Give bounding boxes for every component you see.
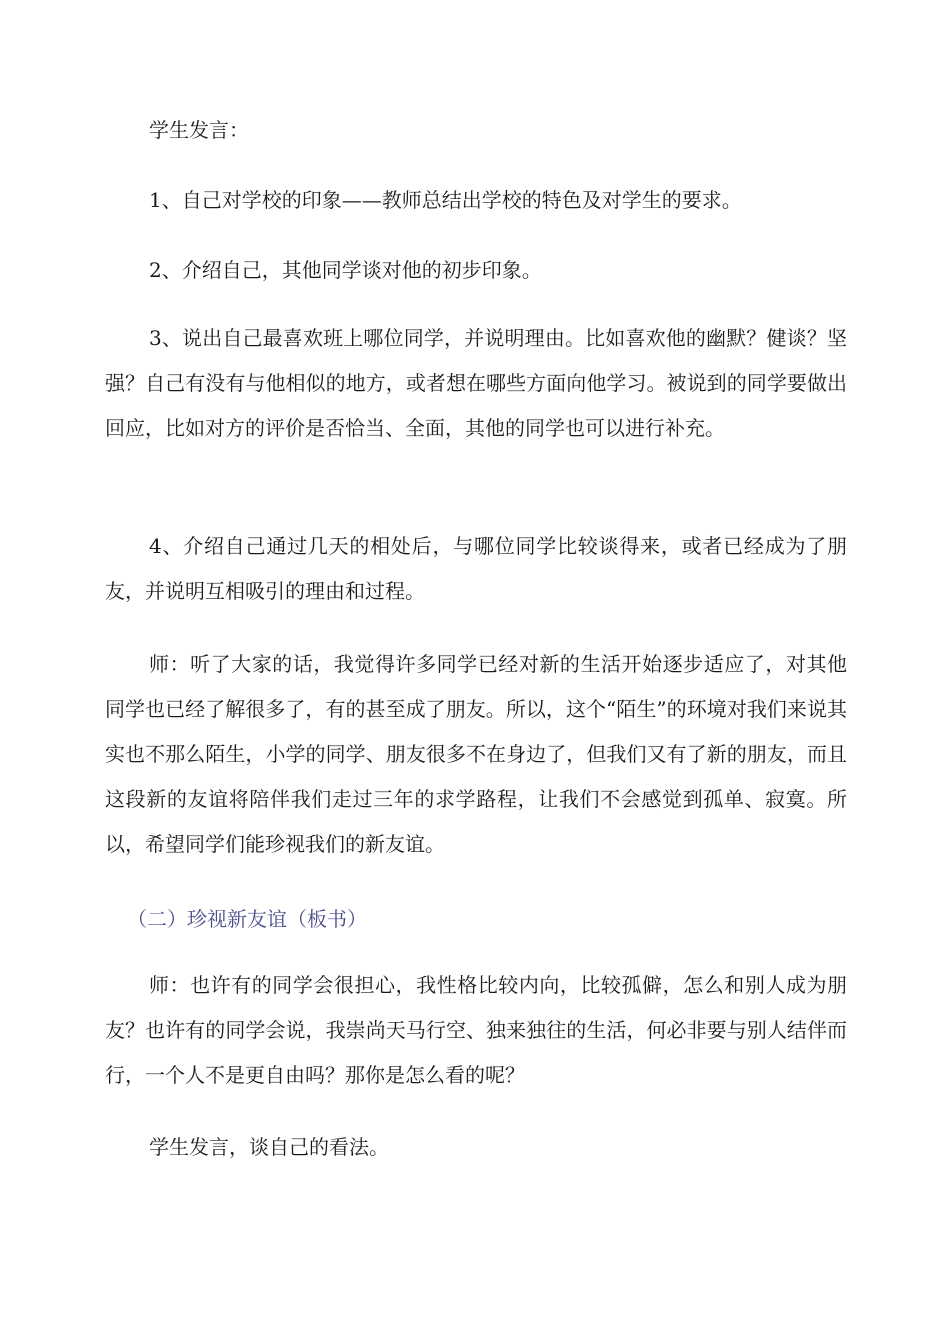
paragraph-item-2: 2、介绍自己，其他同学谈对他的初步印象。: [149, 258, 542, 282]
paragraph-teacher-remarks: 师：听了大家的话，我觉得许多同学已经对新的生活开始逐步适应了，对其他同学也已经了解很多了，有的甚至成了朋友。所以，这个“陌生”的环境对我们来说其实也不那么陌生，小学的同学、朋友很多不在身边了，但我们又有了新的朋友，而且这段新的友谊将陪伴我们走过三年的求学路程，让我们不会感觉到孤单、寂寞。所以，希望同学们能珍视我们的新友谊。: [105, 652, 847, 856]
paragraph-item-4: 4、介绍自己通过几天的相处后，与哪位同学比较谈得来，或者已经成为了朋友，并说明互相吸引的理由和过程。: [105, 534, 847, 603]
paragraph-student-speech-intro: 学生发言：: [149, 118, 249, 142]
section-heading: （二）珍视新友谊（板书）: [127, 907, 367, 931]
paragraph-item-1: 1、自己对学校的印象——教师总结出学校的特色及对学生的要求。: [149, 188, 742, 212]
paragraph-item-3: 3、说出自己最喜欢班上哪位同学，并说明理由。比如喜欢他的幽默？健谈？坚强？自己有没有与他相似的地方，或者想在哪些方面向他学习。被说到的同学要做出回应，比如对方的评价是否恰当、全面，其他的同学也可以进行补充。: [105, 326, 847, 440]
paragraph-teacher-question: 师：也许有的同学会很担心，我性格比较内向，比较孤僻，怎么和别人成为朋友？也许有的同学会说，我崇尚天马行空、独来独往的生活，何必非要与别人结伴而行，一个人不是更自由吗？那你是怎么看的呢？: [105, 973, 847, 1087]
paragraph-student-views: 学生发言，谈自己的看法。: [149, 1135, 389, 1159]
